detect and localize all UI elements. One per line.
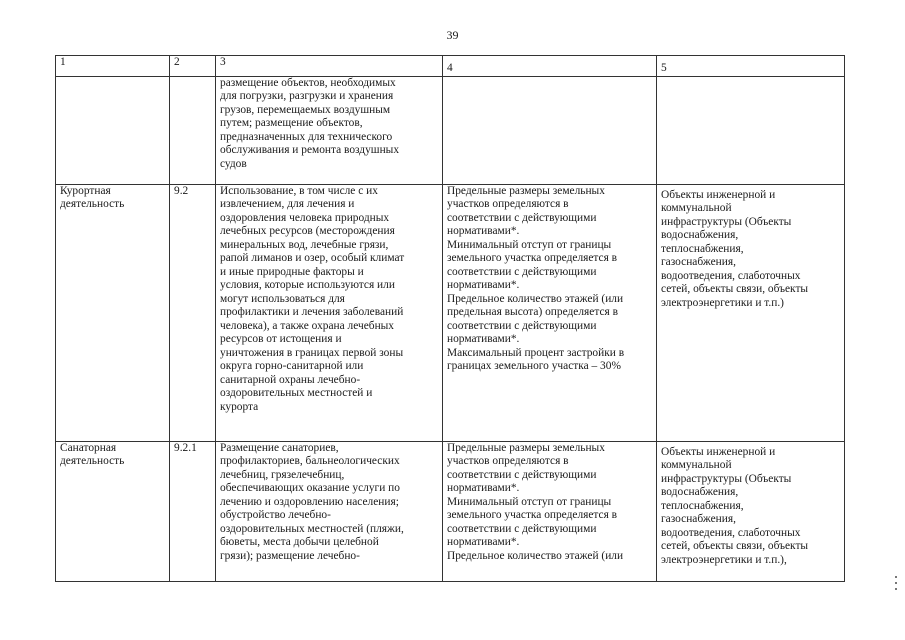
page-number: 39 bbox=[446, 28, 459, 42]
cell-text-line: коммунальной bbox=[661, 459, 732, 471]
cell-text-line: обеспечивающих оказание услуги по bbox=[220, 482, 400, 494]
cell-text-line: человека), а также охрана лечебных bbox=[220, 319, 395, 332]
cell-text-line: нормативами*. bbox=[447, 225, 520, 237]
cell-text-line: сетей, объекты связи, объекты bbox=[661, 283, 809, 295]
cell-text-line: нормативами*. bbox=[447, 279, 520, 291]
cell-text-line: деятельность bbox=[60, 198, 125, 210]
cell-text-line: Предельное количество этажей (или bbox=[447, 292, 624, 305]
land-use-table bbox=[55, 55, 845, 582]
cell-text-line: уничтожения в границах первой зоны bbox=[220, 346, 404, 359]
cell-text-line: участков определяются в bbox=[447, 455, 569, 467]
cell-text-line: соответствии с действующими bbox=[447, 265, 597, 278]
table-header-row bbox=[56, 56, 845, 77]
cell-text-line: инфраструктуры (Объекты bbox=[661, 472, 792, 485]
cell-text-line: Объекты инженерной и bbox=[661, 445, 776, 458]
cell-text-line: водоснабжения, bbox=[661, 229, 739, 241]
row-objects-cell bbox=[657, 184, 845, 441]
cell-text-line: лечебных ресурсов (месторождения bbox=[220, 225, 395, 237]
cell-text-line: нормативами*. bbox=[447, 333, 520, 345]
cell-text-line: Минимальный отступ от границы bbox=[447, 238, 612, 251]
cell-text-line: земельного участка определяется в bbox=[447, 252, 618, 264]
cell-text-line: деятельность bbox=[60, 455, 125, 467]
cell-text-line: водоотведения, слаботочных bbox=[661, 526, 801, 539]
cell-text-line: размещение объектов, необходимых bbox=[220, 76, 396, 89]
cell-text-line: Объекты инженерной и bbox=[661, 188, 776, 201]
cell-text-line: оздоровления человека природных bbox=[220, 211, 390, 224]
cell-text-line: путем; размещение объектов, bbox=[220, 117, 363, 129]
cell-text-line: и иные природные факторы и bbox=[220, 265, 364, 278]
cell-text-line: оздоровительных местностей (пляжи, bbox=[220, 522, 404, 535]
cell-text-line: лечебниц, грязелечебниц, bbox=[220, 468, 345, 481]
table-row bbox=[56, 441, 845, 581]
cell-text-line: профилактики и лечения заболеваний bbox=[220, 306, 404, 318]
cell-text-line: коммунальной bbox=[661, 202, 732, 214]
cell-text-line: теплоснабжения, bbox=[661, 242, 744, 255]
cell-text-line: газоснабжения, bbox=[661, 513, 736, 525]
cell-text-line: грязи); размещение лечебно- bbox=[220, 549, 360, 562]
row-description-cell bbox=[216, 441, 443, 581]
cell-text-line: электроэнергетики и т.п.) bbox=[661, 296, 784, 309]
cell-text-line: электроэнергетики и т.п.), bbox=[661, 553, 787, 566]
cell-text-line: участков определяются в bbox=[447, 198, 569, 210]
row-code-cell bbox=[170, 76, 216, 184]
cell-text-line: газоснабжения, bbox=[661, 256, 736, 268]
row-name-cell bbox=[56, 76, 170, 184]
header-col-1: 1 bbox=[56, 56, 170, 77]
cell-text-line: границах земельного участка – 30% bbox=[447, 360, 621, 372]
cell-text-line: Предельные размеры земельных bbox=[447, 441, 605, 454]
cell-text-line: нормативами*. bbox=[447, 536, 520, 548]
cell-text-line: профилакториев, бальнеологических bbox=[220, 455, 400, 467]
row-parameters-cell bbox=[443, 441, 657, 581]
cell-text-line: оздоровительных местностей и bbox=[220, 387, 373, 399]
cell-text-line: санитарной охраны лечебно- bbox=[220, 373, 361, 386]
header-col-2: 2 bbox=[170, 56, 216, 77]
row-name-cell bbox=[56, 441, 170, 581]
cell-text-line: извлечением, для лечения и bbox=[220, 198, 355, 210]
cell-text-line: обустройство лечебно- bbox=[220, 509, 331, 521]
cell-text-line: сетей, объекты связи, объекты bbox=[661, 540, 809, 552]
table-row bbox=[56, 184, 845, 441]
cell-text-line: Предельное количество этажей (или bbox=[447, 549, 624, 562]
cell-text-line: округа горно-санитарной или bbox=[220, 360, 364, 372]
cell-text-line: водоотведения, слаботочных bbox=[661, 269, 801, 282]
cell-text-line: бюветы, места добычи целебной bbox=[220, 536, 379, 548]
cell-text-line: для погрузки, разгрузки и хранения bbox=[220, 90, 394, 102]
cell-text-line: соответствии с действующими bbox=[447, 468, 597, 481]
cell-text-line: Использование, в том числе с их bbox=[220, 184, 378, 197]
row-objects-cell bbox=[657, 441, 845, 581]
table-row bbox=[56, 76, 845, 184]
row-name-cell bbox=[56, 184, 170, 441]
cell-text-line: Курортная bbox=[60, 184, 111, 197]
cell-text-line: соответствии с действующими bbox=[447, 319, 597, 332]
cell-text-line: земельного участка определяется в bbox=[447, 509, 618, 521]
cell-text-line: рапой лиманов и озер, особый климат bbox=[220, 252, 405, 264]
row-parameters-cell bbox=[443, 184, 657, 441]
cell-text-line: предельная высота) определяется в bbox=[447, 306, 618, 318]
scan-edge-marks bbox=[893, 572, 899, 602]
cell-text-line: предназначенных для технического bbox=[220, 130, 393, 143]
row-code-cell: 9.2 bbox=[170, 184, 216, 441]
row-description-cell bbox=[216, 184, 443, 441]
cell-text-line: теплоснабжения, bbox=[661, 499, 744, 512]
header-col-4: 4 bbox=[443, 56, 657, 77]
cell-text-line: условия, которые используются или bbox=[220, 279, 395, 291]
header-col-5: 5 bbox=[657, 56, 845, 77]
row-objects-cell bbox=[657, 76, 845, 184]
cell-text-line: лечению и оздоровлению населения; bbox=[220, 495, 399, 508]
cell-text-line: нормативами*. bbox=[447, 482, 520, 494]
cell-text-line: минеральных вод, лечебные грязи, bbox=[220, 238, 389, 251]
header-col-3: 3 bbox=[216, 56, 443, 77]
cell-text-line: ресурсов от истощения и bbox=[220, 333, 342, 345]
cell-text-line: инфраструктуры (Объекты bbox=[661, 215, 792, 228]
cell-text-line: судов bbox=[220, 157, 247, 170]
cell-text-line: обслуживания и ремонта воздушных bbox=[220, 144, 400, 156]
cell-text-line: Санаторная bbox=[60, 441, 117, 454]
cell-text-line: водоснабжения, bbox=[661, 486, 739, 498]
cell-text-line: Максимальный процент застройки в bbox=[447, 346, 625, 359]
cell-text-line: Размещение санаториев, bbox=[220, 441, 339, 454]
cell-text-line: могут использоваться для bbox=[220, 292, 345, 305]
cell-text-line: Предельные размеры земельных bbox=[447, 184, 605, 197]
row-parameters-cell bbox=[443, 76, 657, 184]
row-description-cell bbox=[216, 76, 443, 184]
row-code-cell: 9.2.1 bbox=[170, 441, 216, 581]
cell-text-line: Минимальный отступ от границы bbox=[447, 495, 612, 508]
cell-text-line: соответствии с действующими bbox=[447, 522, 597, 535]
cell-text-line: курорта bbox=[220, 400, 259, 413]
cell-text-line: соответствии с действующими bbox=[447, 211, 597, 224]
cell-text-line: грузов, перемещаемых воздушным bbox=[220, 103, 391, 116]
